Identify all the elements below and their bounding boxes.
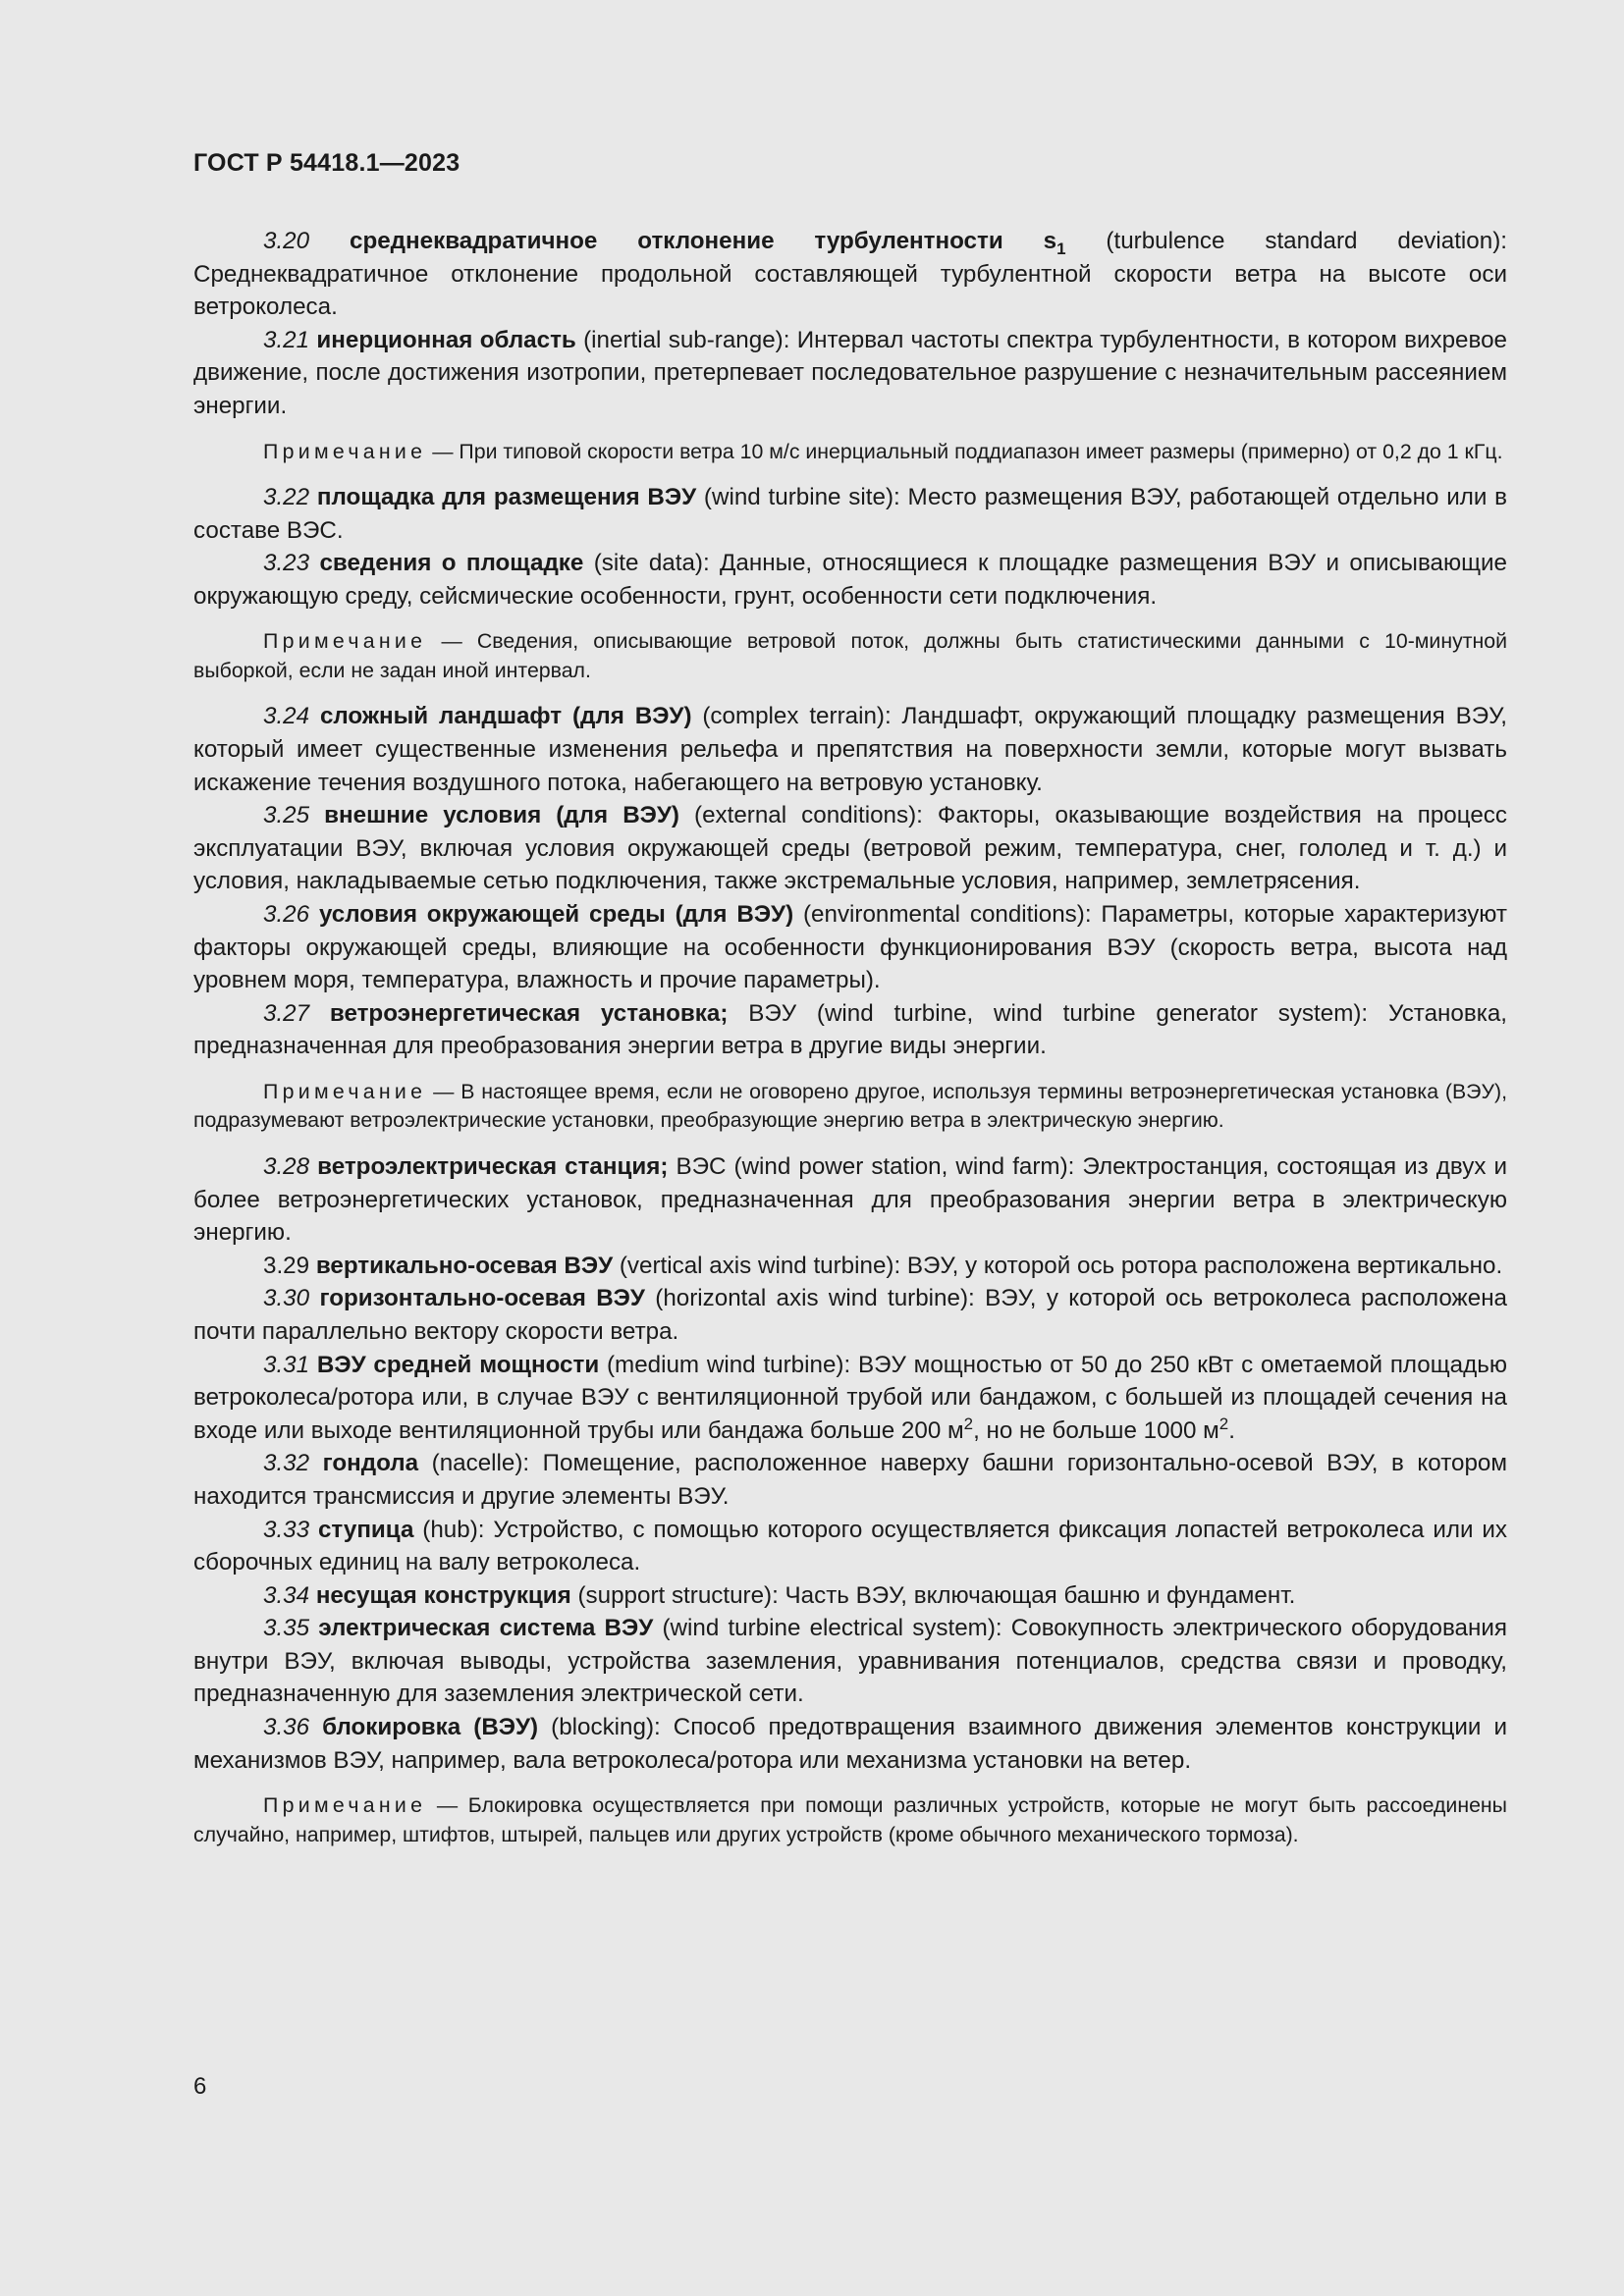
term-name: площадка для размещения ВЭУ: [316, 484, 697, 511]
term-name: ветроэлектрическая станция;: [317, 1152, 669, 1180]
note-label: Примечание: [263, 1793, 427, 1818]
note-3-23: [193, 627, 1507, 685]
term-3-28: [193, 1150, 1507, 1250]
term-number: 3.23: [263, 550, 310, 577]
note-label: Примечание: [263, 629, 427, 654]
term-3-32: [193, 1447, 1507, 1513]
term-number: 3.24: [263, 703, 310, 730]
term-name: сведения о площадке: [319, 550, 584, 577]
term-number: 3.21: [263, 326, 310, 353]
term-definition: (support structure): Часть ВЭУ, включающая башню и фундамент.: [570, 1581, 1296, 1609]
term-3-20: [193, 225, 1507, 324]
note-3-21: [193, 438, 1507, 467]
terms-list: [193, 225, 1507, 1864]
term-number: 3.32: [263, 1450, 310, 1477]
term-3-30: [193, 1282, 1507, 1348]
note-3-27: [193, 1078, 1507, 1136]
term-3-31: [193, 1349, 1507, 1448]
term-number: 3.36: [263, 1714, 310, 1741]
term-definition: (wind turbine electrical system): Совокупность электрического оборудования внутри ВЭУ, включая выводы, устройства заземления, уравнивания потенциалов, средства связи и проводку, предназначенную для заземления электрической сети.: [193, 1615, 1507, 1708]
term-name: электрическая система ВЭУ: [318, 1615, 654, 1642]
term-name: вертикально-осевая ВЭУ: [315, 1252, 614, 1279]
note-text: — При типовой скорости ветра 10 м/с инерциальный поддиапазон имеет размеры (примерно) от 0,2 до 1 кГц.: [426, 439, 1503, 463]
term-3-25: [193, 799, 1507, 898]
term-name: ступица: [317, 1516, 414, 1543]
term-definition: (blocking): Способ предотвращения взаимного движения элементов конструкции и механизмов ВЭУ, например, вала ветроколеса/ротора или механизма установки на ветер.: [193, 1714, 1507, 1774]
term-name: условия окружающей среды (для ВЭУ): [318, 901, 794, 928]
term-number: 3.26: [263, 901, 310, 928]
term-3-34: [193, 1579, 1507, 1613]
term-3-21: [193, 324, 1507, 423]
term-name: блокировка (ВЭУ): [322, 1714, 539, 1741]
term-3-35: [193, 1612, 1507, 1711]
page-number: 6: [193, 2073, 207, 2100]
note-text: — В настоящее время, если не оговорено другое, используя термины ветроэнергетическая установка (ВЭУ), подразумевают ветроэлектрические установки, преобразующие энергию ветра в электрическую энергию.: [193, 1079, 1507, 1133]
document-header: ГОСТ Р 54418.1—2023: [193, 149, 460, 177]
note-text: — Сведения, описывающие ветровой поток, должны быть статистическими данными с 10-минутной выборкой, если не задан иной интервал.: [193, 629, 1507, 682]
term-definition: (horizontal axis wind turbine): ВЭУ, у которой ось ветроколеса расположена почти параллельно вектору скорости ветра.: [193, 1285, 1507, 1345]
term-definition: (turbulence standard deviation): Среднеквадратичное отклонение продольной составляющей турбулентной скорости ветра на высоте оси ветроколеса.: [193, 228, 1507, 321]
term-name: внешние условия (для ВЭУ): [324, 802, 679, 829]
term-number: 3.25: [263, 802, 310, 829]
term-number: 3.29: [263, 1252, 310, 1279]
term-definition: (site data): Данные, относящиеся к площадке размещения ВЭУ и описывающие окружающую среду, сейсмические особенности, грунт, особенности сети подключения.: [193, 550, 1507, 610]
term-3-27: [193, 997, 1507, 1063]
term-name: горизонтально-осевая ВЭУ: [319, 1285, 645, 1312]
term-3-24: [193, 700, 1507, 799]
term-number: 3.34: [263, 1581, 310, 1609]
term-name: ветроэнергетическая установка;: [329, 999, 729, 1027]
note-label: Примечание: [263, 1079, 427, 1103]
term-3-26: [193, 898, 1507, 997]
term-definition: (vertical axis wind turbine): ВЭУ, у которой ось ротора расположена вертикально.: [613, 1252, 1503, 1279]
term-definition: ВЭС (wind power station, wind farm): Электростанция, состоящая из двух и более ветроэнергетических установок, предназначенная для преобразования энергии ветра в электрическую энергию.: [193, 1152, 1507, 1247]
term-3-22: [193, 481, 1507, 547]
term-definition: (wind turbine site): Место размещения ВЭУ, работающей отдельно или в составе ВЭС.: [193, 484, 1507, 544]
term-number: 3.33: [263, 1516, 310, 1543]
note-text: — Блокировка осуществляется при помощи различных устройств, которые не могут быть рассоединены случайно, например, штифтов, штырей, пальцев или других устройств (кроме обычного механического тормоза).: [193, 1793, 1507, 1846]
term-3-33: [193, 1514, 1507, 1579]
term-number: 3.30: [263, 1285, 310, 1312]
term-number: 3.27: [263, 999, 310, 1027]
term-number: 3.22: [263, 484, 310, 511]
term-name: гондола: [322, 1450, 419, 1477]
note-label: Примечание: [263, 439, 427, 463]
term-definition: (nacelle): Помещение, расположенное наверху башни горизонтально-осевой ВЭУ, в котором находится трансмиссия и другие элементы ВЭУ.: [193, 1450, 1507, 1510]
term-definition: (complex terrain): Ландшафт, окружающий площадку размещения ВЭУ, который имеет существенные изменения рельефа и препятствия на поверхности земли, которые могут вызвать искажение течения воздушного потока, набегающего на ветровую установку.: [193, 703, 1507, 796]
term-3-23: [193, 547, 1507, 613]
term-definition: ВЭУ (wind turbine, wind turbine generator system): Установка, предназначенная для преобразования энергии ветра в другие виды энергии.: [193, 999, 1507, 1060]
term-3-36: [193, 1711, 1507, 1777]
term-definition: (external conditions): Факторы, оказывающие воздействия на процесс эксплуатации ВЭУ, включая условия окружающей среды (ветровой режим, температура, снег, гололед и т. д.) и условия, накладываемые сетью подключения, также экстремальные условия, например, землетрясения.: [193, 802, 1507, 895]
term-number: 3.20: [263, 228, 310, 254]
term-definition: (inertial sub-range): Интервал частоты спектра турбулентности, в котором вихревое движение, после достижения изотропии, претерпевает последовательное разрушение с незначительным рассеянием энергии.: [193, 326, 1507, 419]
note-3-36: [193, 1791, 1507, 1849]
term-number: 3.31: [263, 1351, 310, 1378]
term-definition: (environmental conditions): Параметры, которые характеризуют факторы окружающей среды, влияющие на особенности функционирования ВЭУ (скорость ветра, высота над уровнем моря, температура, влажность и прочие параметры).: [193, 901, 1507, 994]
term-number: 3.35: [263, 1615, 310, 1642]
term-name: ВЭУ средней мощности: [316, 1351, 600, 1378]
term-name: среднеквадратичное отклонение турбулентности $s_1$: [350, 228, 1066, 258]
term-name: сложный ландшафт (для ВЭУ): [319, 703, 692, 730]
term-definition: (hub): Устройство, с помощью которого осуществляется фиксация лопастей ветроколеса или их сборочных единиц на валу ветроколеса.: [193, 1516, 1507, 1576]
term-name: несущая конструкция: [315, 1581, 571, 1609]
term-definition: (medium wind turbine): ВЭУ мощностью от 50 до 250 кВт с ометаемой площадью ветроколеса/ротора или, в случае ВЭУ с вентиляционной трубой или бандажом, с большей из площадей сечения на входе или выходе вентиляционной трубы или бандажа больше 200 $м^2$, но не больше 1000 $м^2$.: [193, 1351, 1507, 1444]
term-3-29: [193, 1250, 1507, 1283]
term-number: 3.28: [263, 1152, 310, 1180]
term-name: инерционная область: [316, 326, 576, 353]
